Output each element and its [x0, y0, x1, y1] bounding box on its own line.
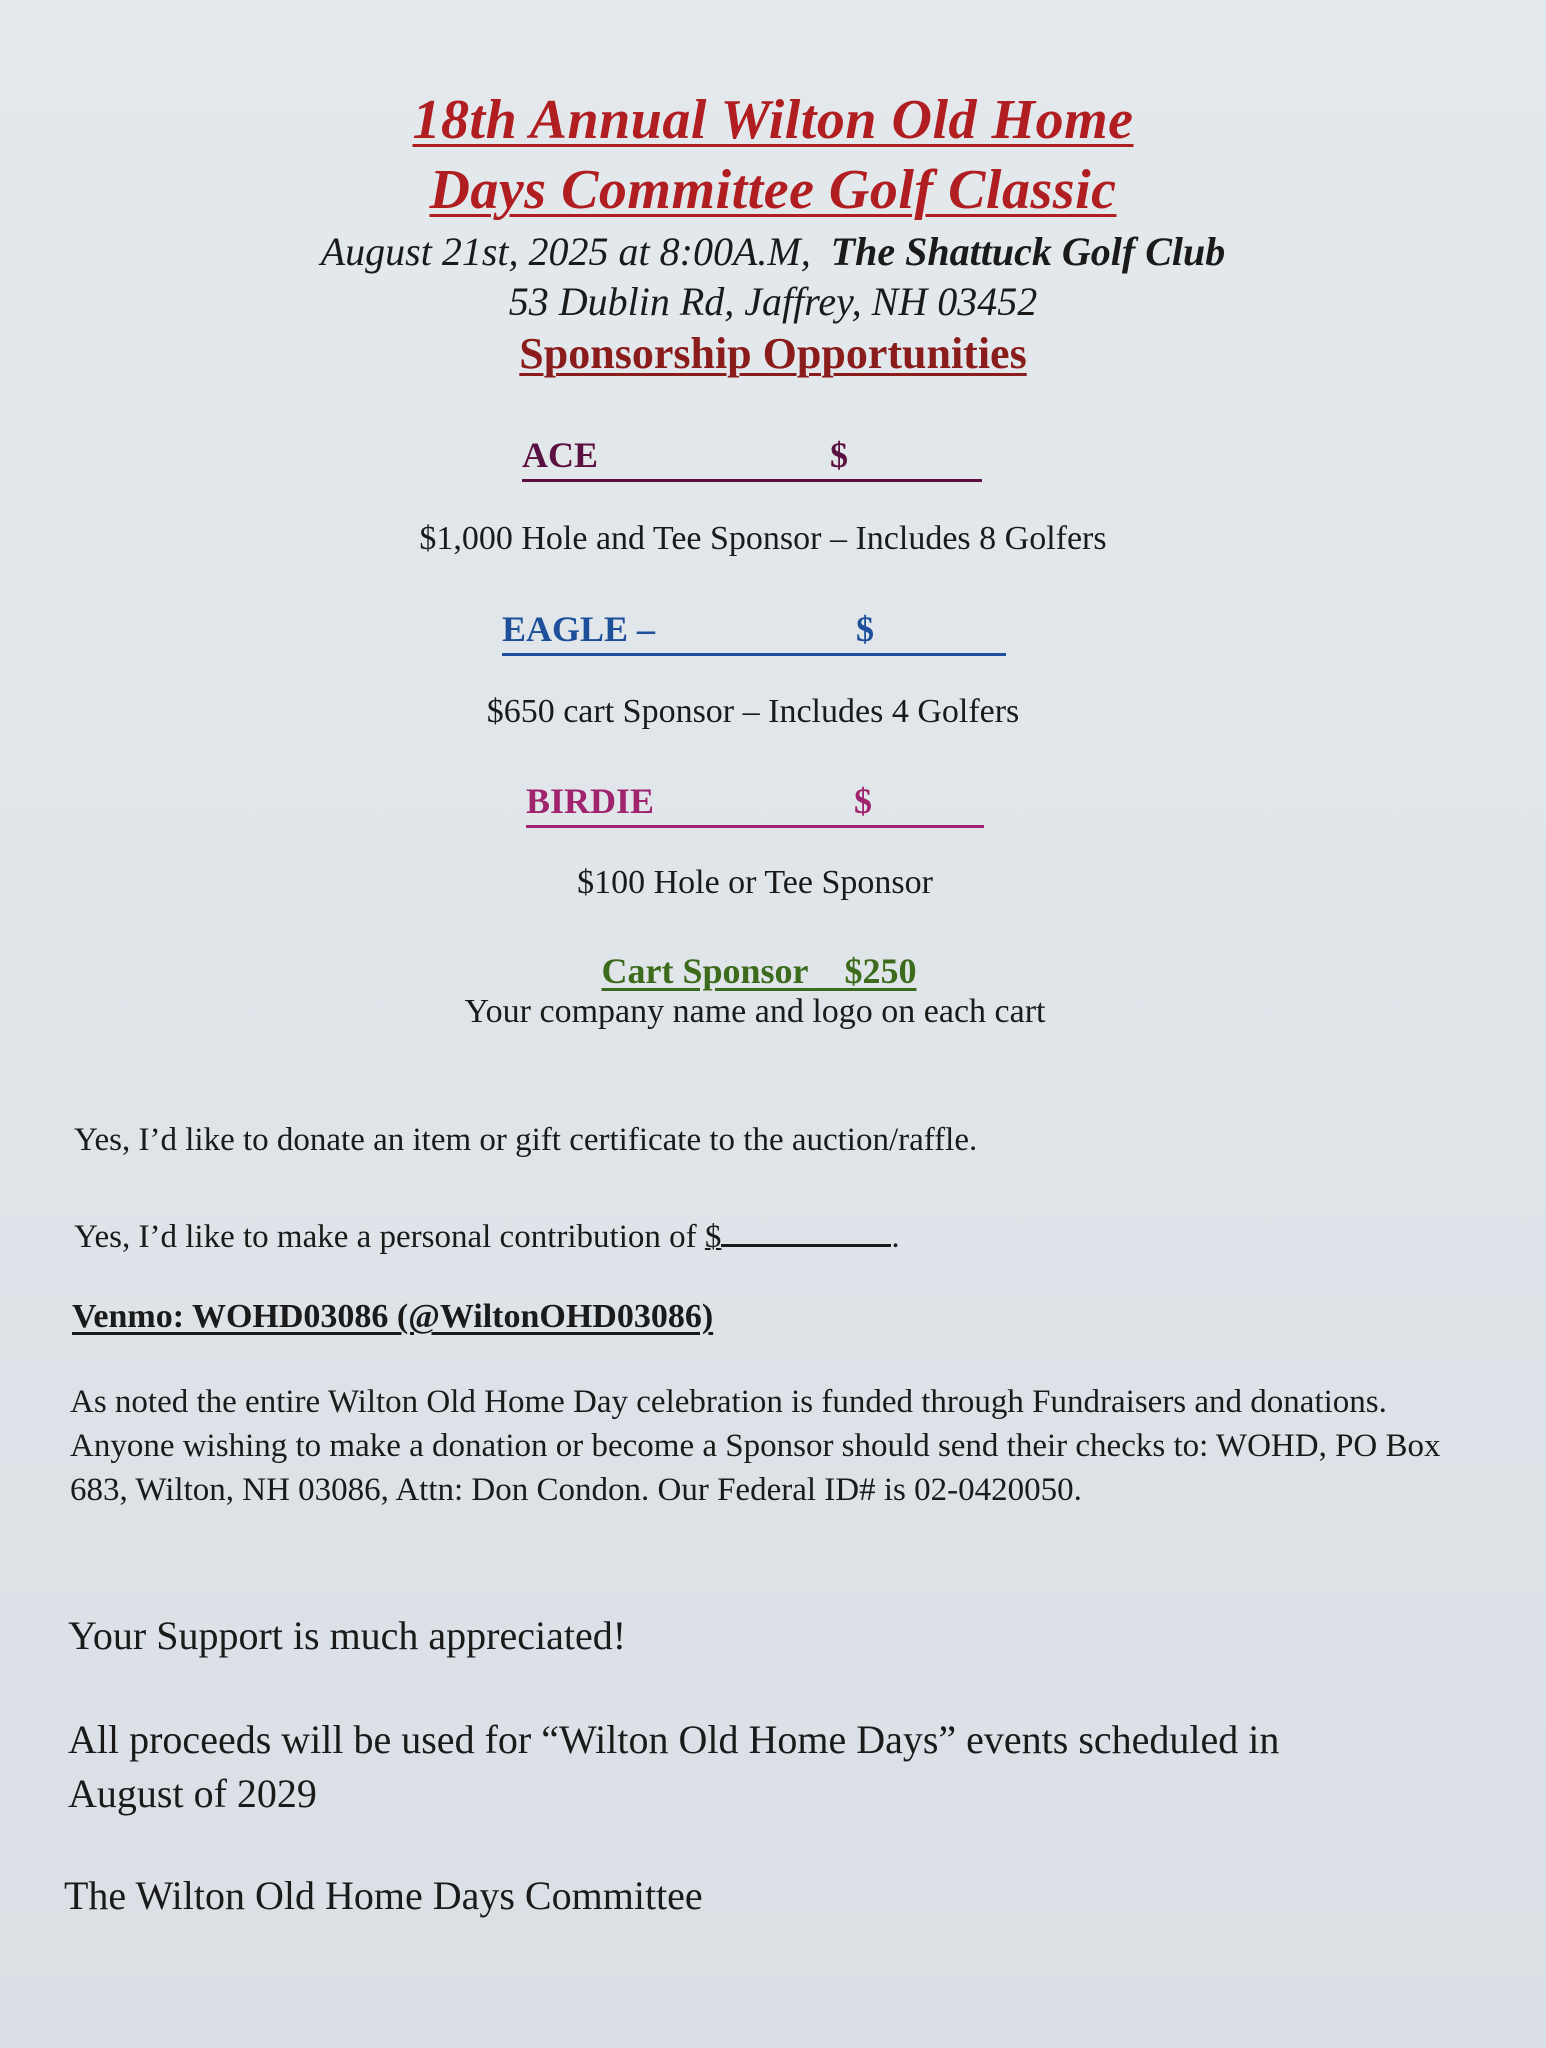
personal-contribution-option [74, 1210, 900, 1256]
tier-birdie-description: $100 Hole or Tee Sponsor [577, 864, 933, 901]
cart-sponsor-price: $250 [844, 951, 917, 991]
title-line-2: Days Committee Golf Classic [429, 159, 1117, 221]
funding-note: As noted the entire Wilton Old Home Day celebration is funded through Fundraisers and donations. Anyone wishing to make a donation or become a Sponsor should send their checks to: WOHD, PO Box 683, Wilton, NH 03086, Attn: Don Condon. Our Federal ID# is 02-0420050. [70, 1384, 1441, 1508]
tier-ace-name: ACE [522, 435, 599, 475]
title-line-1: 18th Annual Wilton Old Home [412, 89, 1134, 151]
personal-contribution-text: Yes, I’d like to make a personal contribution of [74, 1219, 697, 1255]
sponsorship-heading: Sponsorship Opportunities [519, 329, 1027, 378]
tier-birdie-name: BIRDIE [526, 781, 655, 821]
event-address: 53 Dublin Rd, Jaffrey, NH 03452 [508, 279, 1038, 324]
proceeds-note-line-1: All proceeds will be used for “Wilton Old Home Days” events scheduled in [68, 1717, 1280, 1762]
tier-eagle-dollar: $ [856, 609, 874, 649]
event-venue: The Shattuck Golf Club [830, 229, 1226, 274]
tier-eagle-underline [502, 653, 1006, 656]
tier-birdie-dollar: $ [854, 781, 872, 821]
event-date-venue [0, 228, 1546, 275]
venmo-handle: Venmo: WOHD03086 (@WiltonOHD03086) [72, 1298, 714, 1335]
tier-ace-dollar: $ [830, 435, 848, 475]
event-date-time: August 21st, 2025 at 8:00A.M, [320, 229, 811, 274]
thanks-message: Your Support is much appreciated! [68, 1613, 627, 1658]
donate-item-option: Yes, I’d like to donate an item or gift certificate to the auction/raffle. [74, 1122, 978, 1158]
contribution-amount-blank[interactable] [721, 1210, 891, 1247]
proceeds-note-line-2: August of 2029 [68, 1771, 317, 1816]
cart-sponsor-heading [0, 950, 1532, 992]
cart-sponsor-description: Your company name and logo on each cart [464, 993, 1046, 1030]
tier-ace-underline [522, 479, 982, 482]
tier-birdie-label [526, 780, 984, 822]
tier-ace-description: $1,000 Hole and Tee Sponsor – Includes 8 Golfers [419, 520, 1107, 557]
tier-birdie-underline [526, 825, 984, 828]
committee-signature: The Wilton Old Home Days Committee [64, 1873, 703, 1918]
tier-ace-label [522, 434, 982, 476]
tier-eagle-name: EAGLE – [502, 609, 656, 649]
tier-eagle-label [502, 608, 1006, 650]
contribution-currency: $ [704, 1219, 722, 1255]
contribution-period: . [891, 1219, 900, 1255]
cart-sponsor-label: Cart Sponsor [601, 951, 809, 991]
tier-eagle-description: $650 cart Sponsor – Includes 4 Golfers [486, 693, 1020, 730]
